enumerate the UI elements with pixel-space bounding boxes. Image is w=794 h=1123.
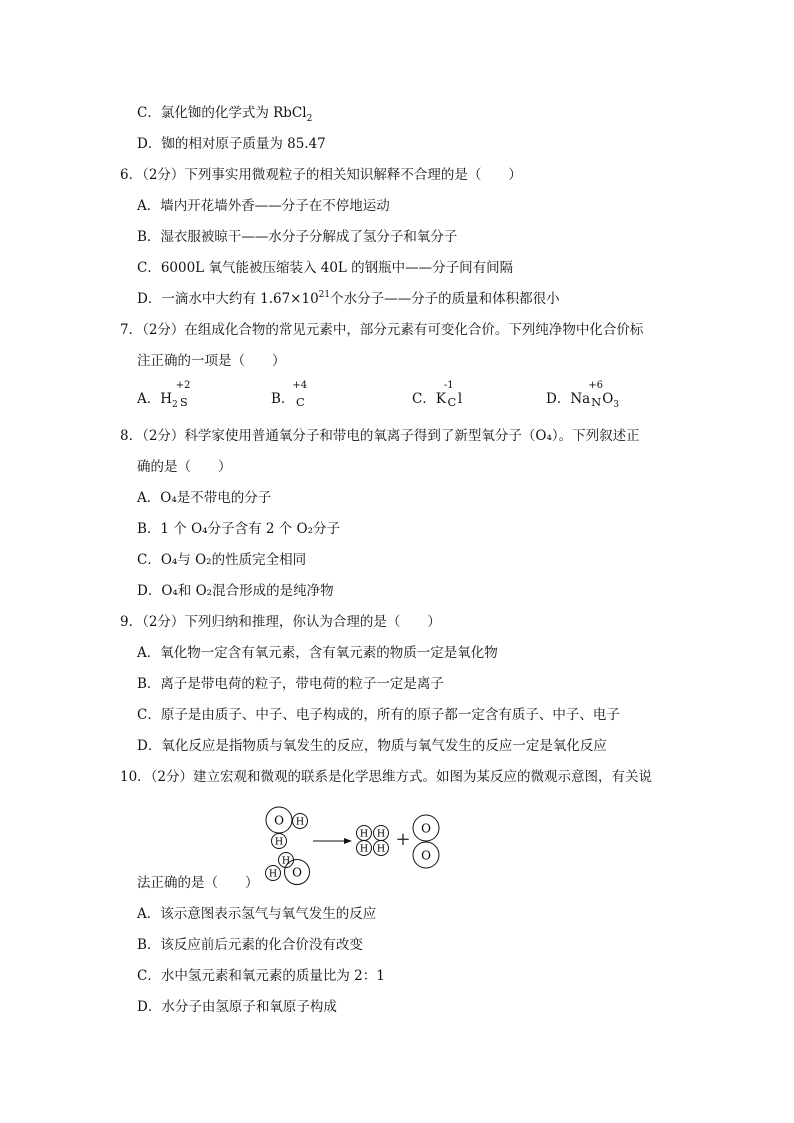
q10-option-a: A．该示意图表示氢气与氧气发生的反应 — [137, 906, 377, 922]
q7-option-d-label: D．Na — [546, 391, 591, 407]
q5-option-c — [137, 104, 312, 124]
q7-option-d-tail: O — [602, 391, 614, 407]
valence-mark: +2 — [175, 380, 191, 391]
atom-label: O — [274, 813, 284, 828]
q7-option-c-valence — [443, 380, 458, 409]
oxygen-atom — [266, 807, 292, 833]
hydrogen-atom — [272, 834, 287, 849]
q5-option-c-subscript: 2 — [306, 114, 313, 124]
q7-option-b-valence — [292, 380, 308, 409]
q5-option-c-text: C．氯化铷的化学式为 RbCl — [137, 105, 307, 121]
q7-option-c — [412, 380, 463, 409]
atom-label: H — [281, 855, 291, 867]
q7-option-c-tail: l — [457, 391, 463, 407]
valence-mark: +4 — [292, 380, 308, 391]
atom-label: O — [421, 821, 431, 836]
valence-mark: -1 — [443, 380, 454, 391]
q9-stem: 9．（2分）下列归纳和推理，你认为合理的是（ ） — [120, 614, 441, 630]
q6-option-d-post: 个水分子——分子的质量和体积都很小 — [330, 291, 560, 307]
element-symbol: C — [296, 395, 305, 409]
atom-label: H — [359, 843, 369, 855]
q7-option-b — [271, 380, 308, 409]
q10-stem-line2: 法正确的是（ ） — [137, 875, 259, 891]
atom-label: H — [268, 868, 278, 880]
q6-option-c: C．6000L 氧气能被压缩装入 40L 的钢瓶中——分子间有间隔 — [137, 260, 514, 276]
oxygen-atom — [285, 860, 310, 885]
hydrogen-atom — [293, 814, 308, 829]
atom-label: H — [295, 816, 305, 828]
element-symbol: N — [591, 395, 602, 409]
q7-option-b-label: B． — [271, 391, 295, 407]
q8-option-b: B．1 个 O₄分子含有 2 个 O₂分子 — [137, 521, 341, 537]
oxygen-atom — [413, 842, 439, 868]
oxygen-atom — [413, 815, 439, 841]
q5-option-d: D．铷的相对原子质量为 85.47 — [137, 136, 326, 152]
element-symbol: C — [447, 395, 457, 409]
hydrogen-atom — [266, 866, 281, 881]
q7-option-d — [546, 380, 619, 410]
q8-option-c: C．O₄与 O₂的性质完全相同 — [137, 552, 307, 568]
hydrogen-atom — [374, 841, 389, 856]
q8-stem-line2: 确的是（ ） — [137, 459, 232, 475]
q7-option-d-valence — [588, 380, 603, 409]
q6-option-d-exponent: 21 — [318, 290, 331, 300]
q9-option-a: A．氧化物一定含有氧元素，含有氧元素的物质一定是氧化物 — [137, 645, 498, 661]
q7-option-d-subscript: 3 — [613, 400, 619, 410]
q7-option-a-subscript: 2 — [172, 400, 178, 410]
q10-option-c: C．水中氢元素和氧元素的质量比为 2：1 — [137, 968, 385, 984]
q6-stem: 6．（2分）下列事实用微观粒子的相关知识解释不合理的是（ ） — [120, 167, 522, 183]
q6-option-b: B．湿衣服被晾干——水分子分解成了氢分子和氧分子 — [137, 229, 458, 245]
q8-option-d: D．O₄和 O₂混合形成的是纯净物 — [137, 583, 334, 599]
reaction-arrow — [313, 838, 352, 844]
q10-option-b: B．该反应前后元素的化合价没有改变 — [137, 937, 363, 953]
q6-option-d-pre: D．一滴水中大约有 1.67×10 — [137, 291, 319, 307]
q6-option-d — [137, 290, 560, 310]
hydrogen-atom — [357, 841, 372, 856]
q7-option-c-label: C．K — [412, 391, 446, 407]
q8-stem-line1: 8．（2分）科学家使用普通氧分子和带电的氧离子得到了新型氧分子（O₄）。下列叙述正 — [120, 428, 640, 444]
atom-label: O — [421, 848, 431, 863]
hydrogen-atom — [357, 826, 372, 841]
atom-label: O — [292, 865, 302, 880]
q7-option-a — [137, 380, 191, 410]
q6-option-a: A．墙内开花墙外香——分子在不停地运动 — [137, 198, 390, 214]
q7-stem-line1: 7．（2分）在组成化合物的常见元素中，部分元素有可变化合价。下列纯净物中化合价标 — [120, 322, 644, 338]
atom-label: H — [359, 828, 369, 840]
q7-option-a-valence — [175, 380, 191, 409]
q8-option-a: A．O₄是不带电的分子 — [137, 490, 272, 506]
valence-mark: +6 — [588, 380, 603, 391]
reaction-diagram — [260, 798, 450, 888]
q9-option-b: B．离子是带电荷的粒子，带电荷的粒子一定是离子 — [137, 676, 444, 692]
q10-stem-line1: 10．（2分）建立宏观和微观的联系是化学思维方式。如图为某反应的微观示意图，有关说 — [120, 769, 653, 785]
atom-label: H — [376, 828, 386, 840]
atom-label: H — [274, 836, 284, 848]
q7-stem-line2: 注正确的一项是（ ） — [137, 353, 286, 369]
hydrogen-atom — [374, 826, 389, 841]
atom-label: H — [376, 843, 386, 855]
q10-option-d: D．水分子由氢原子和氧原子构成 — [137, 999, 337, 1015]
q9-option-c: C．原子是由质子、中子、电子构成的，所有的原子都一定含有质子、中子、电子 — [137, 707, 620, 723]
q9-option-d: D．氧化反应是指物质与氧发生的反应，物质与氧气发生的反应一定是氧化反应 — [137, 738, 607, 754]
plus-sign: + — [395, 829, 411, 850]
q7-option-a-label: A．H — [137, 391, 173, 407]
element-symbol: S — [179, 395, 188, 409]
